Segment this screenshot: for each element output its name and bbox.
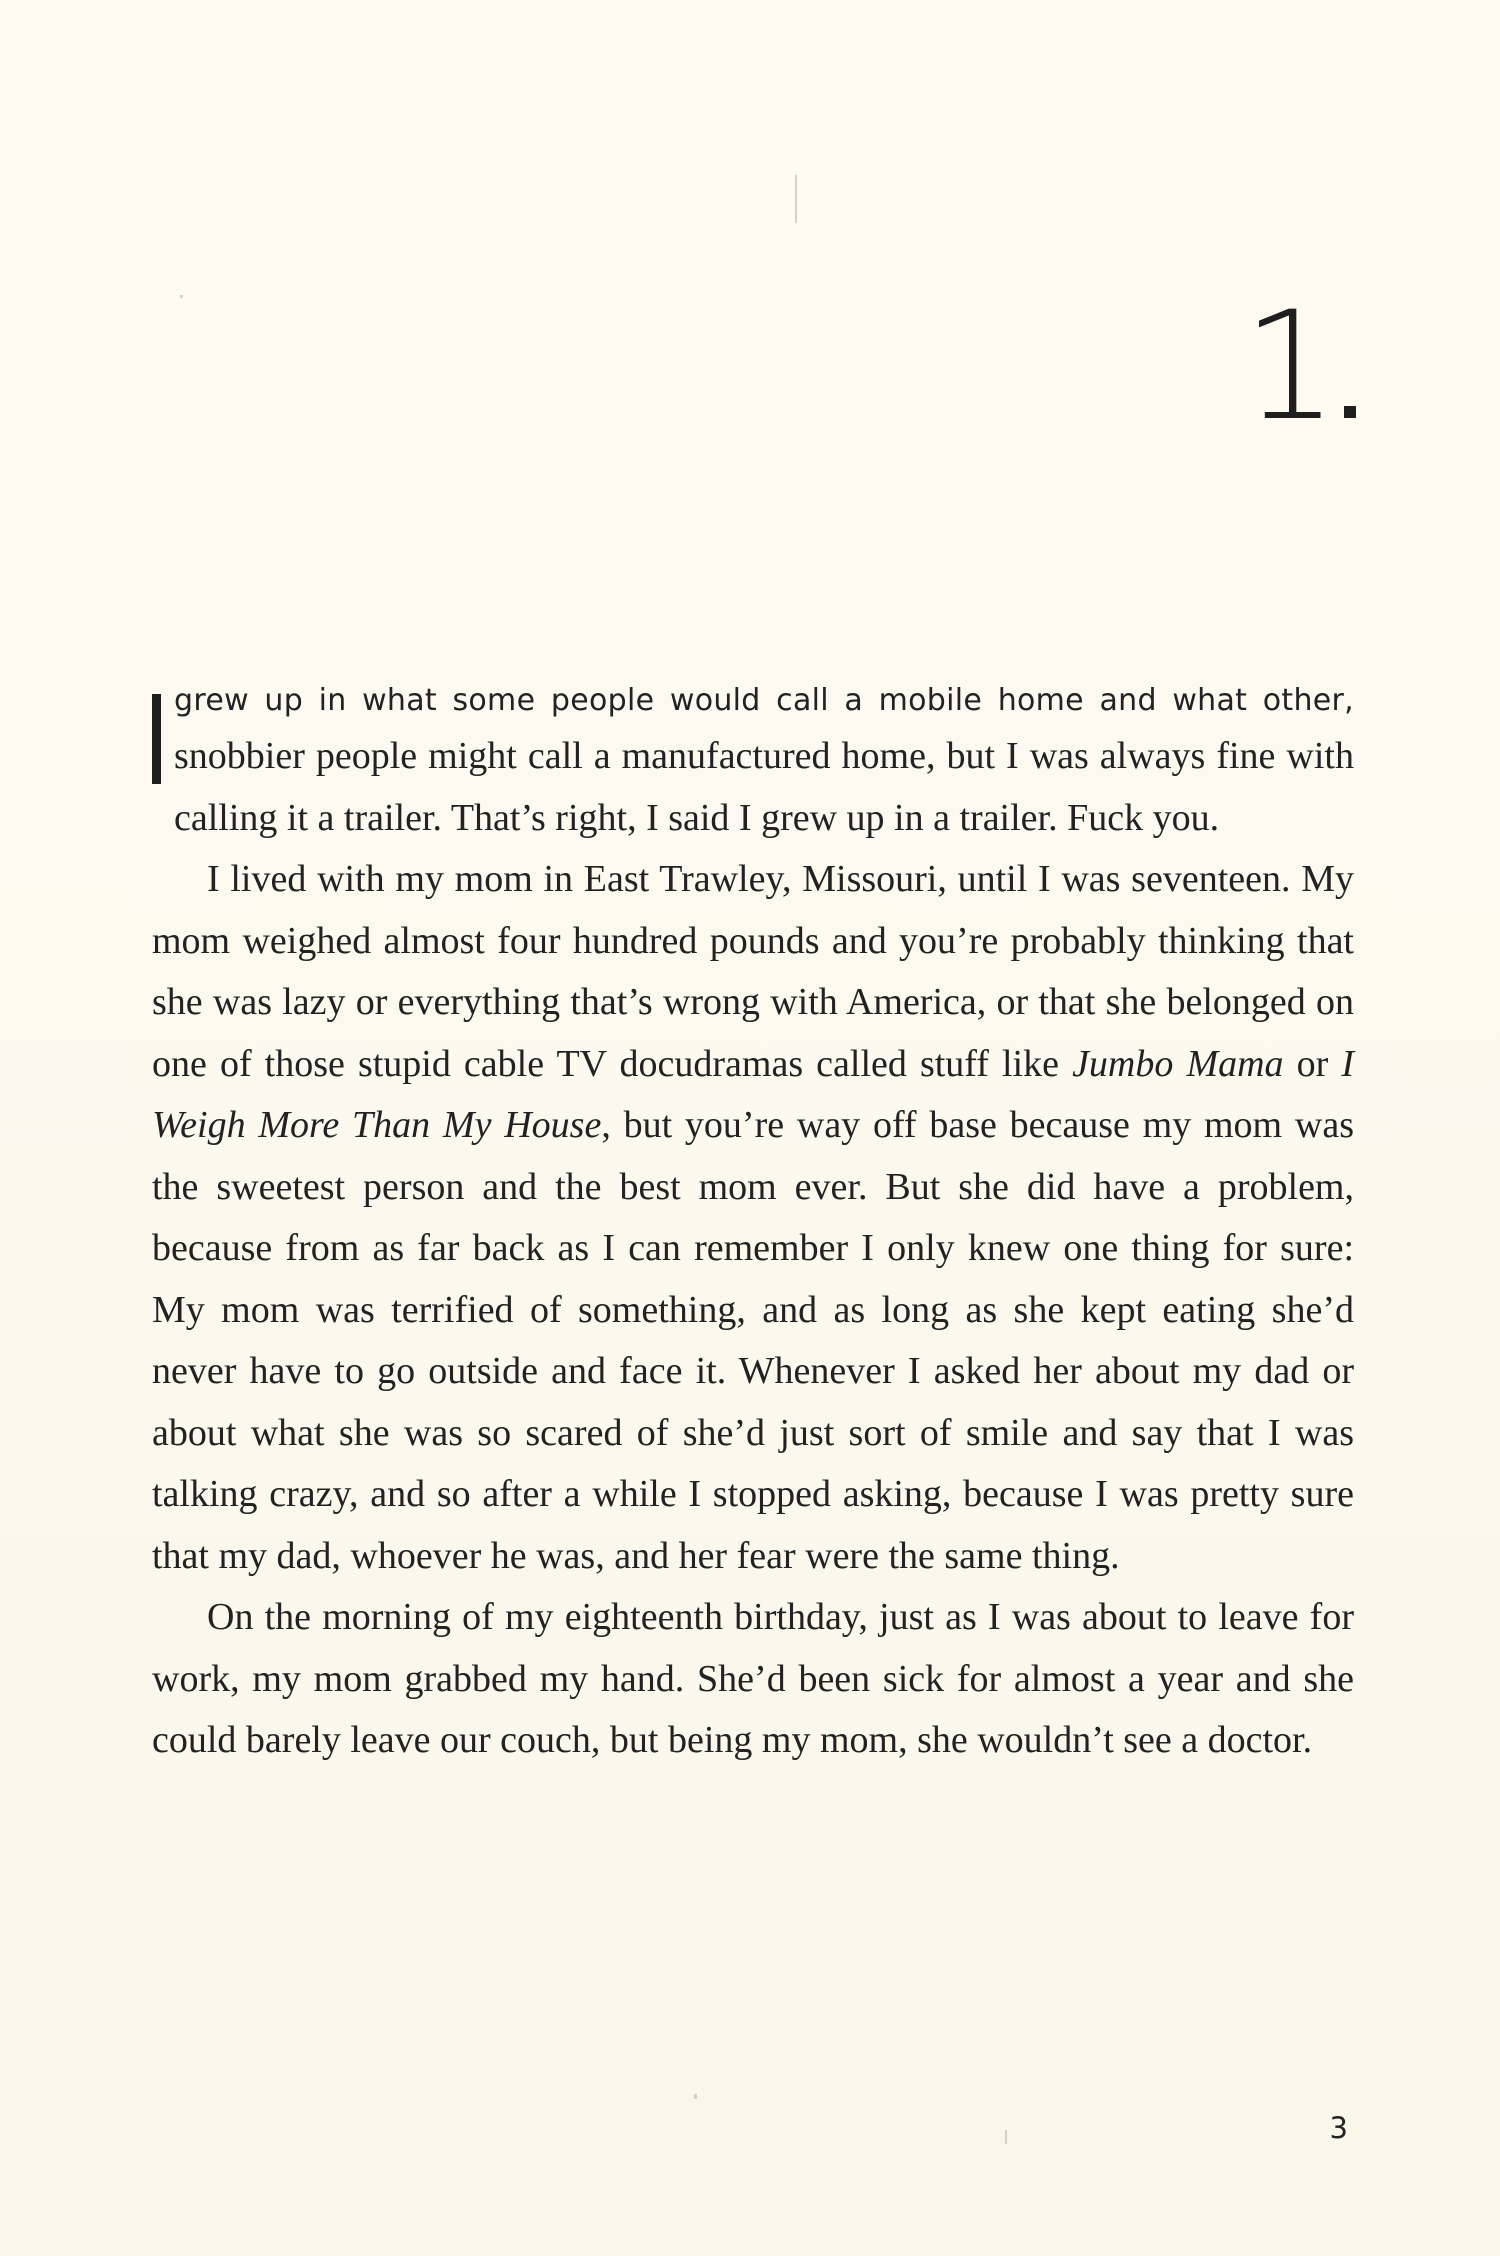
paragraph-2-text-c: , but you’re way off base because my mom was the sweetest person and the best mom ever. But she did have a problem, because from as far back as I can remember I only knew one thing for sure: My mom was terrified of something, and as long as she kept eating she’d never have to go outside and face it. Whenever I asked her about my dad or about what she was so scared of she’d just sort of smile and say that I was talking crazy, and so after a while I stopped asking, because I was pretty sure that my dad, whoever he was, and her fear were the same thing. bbox=[152, 1104, 1354, 1577]
page-number: 3 bbox=[1329, 2111, 1348, 2145]
paragraph-3: On the morning of my eighteenth birthday, just as I was about to leave for work, my mom grabbed my hand. She’d been sick for almost a year and she could barely leave our couch, but being my mom, she wouldn’t see a doctor. bbox=[152, 1596, 1354, 1761]
paragraph-2-text-a: I lived with my mom in East Trawley, Missouri, until I was seventeen. My mom weighed almost four hundred pounds and you’re probably thinking that she was lazy or everything that’s wrong with America, or that she belonged on one of those stupid cable TV docudramas called stuff like bbox=[152, 858, 1354, 1085]
paper-speck bbox=[694, 2094, 697, 2099]
drop-cap-letter-i bbox=[152, 694, 161, 784]
chapter-number-period bbox=[1344, 406, 1356, 418]
chapter-number bbox=[1242, 280, 1356, 454]
paragraph-2-text-b: or bbox=[1283, 1042, 1342, 1085]
show-title-i-weigh-more: I Weigh More Than My House bbox=[152, 1042, 1355, 1146]
paper-speck bbox=[795, 175, 797, 223]
paper-speck bbox=[1005, 2130, 1007, 2144]
chapter-number-text: 1 bbox=[1242, 280, 1338, 454]
show-title-jumbo-mama: Jumbo Mama bbox=[1072, 1042, 1284, 1085]
chapter-body bbox=[152, 676, 1354, 1772]
opening-lead-in: grew up in what some people would call a mobile home and what other, bbox=[174, 683, 1354, 718]
paragraph-2 bbox=[152, 849, 1354, 1587]
paragraph-1-text: snobbier people might call a manufactured home, but I was always fine with calling it a trailer. That’s right, I said I grew up in a trailer. Fuck you. bbox=[174, 735, 1354, 839]
paper-speck bbox=[180, 295, 183, 298]
opening-paragraph bbox=[152, 676, 1354, 849]
